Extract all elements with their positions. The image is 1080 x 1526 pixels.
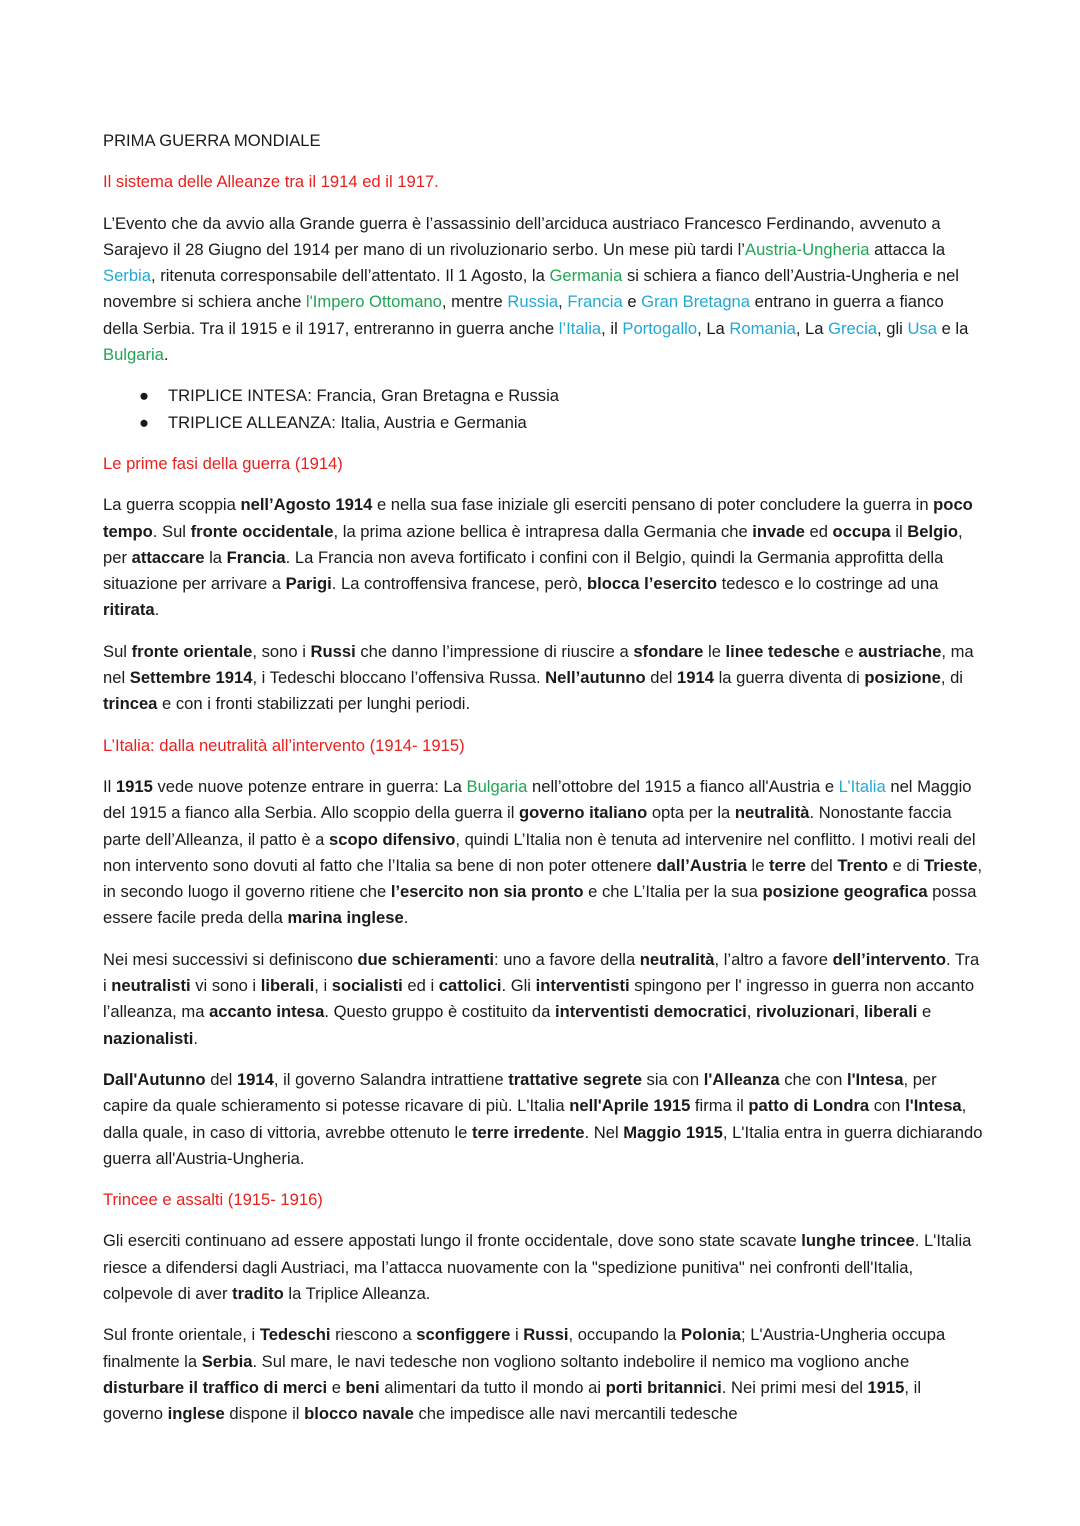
bold-term: posizione — [864, 668, 941, 688]
bold-term: marina inglese — [287, 908, 404, 928]
bold-term: interventisti — [535, 976, 630, 996]
bold-term: 1914 — [677, 668, 714, 688]
bold-term: terre irredente — [471, 1122, 585, 1142]
bold-term: porti britannici — [605, 1377, 722, 1397]
highlighted-term: l’Italia — [558, 318, 602, 338]
bold-term: interventisti democratici — [554, 1002, 747, 1022]
bold-term: Tedeschi — [259, 1325, 331, 1345]
bold-term: Belgio — [907, 521, 958, 541]
highlighted-term: Usa — [907, 318, 937, 338]
bold-term: governo italiano — [519, 803, 648, 823]
highlighted-term: Bulgaria — [466, 776, 528, 796]
body-paragraph: Il 1915 vede nuove potenze entrare in guerra: La Bulgaria nell’ottobre del 1915 a fianco all'Austria e L’Italia nel Maggio del 1915 a fianco alla Serbia. Allo scoppio della guerra il governo italiano opta per la neutralità. Nonostante faccia parte dell’Alleanza, il patto è a scopo difensivo, quindi L’Italia non è tenuta ad intervenire nel conflitto. I motivi reali del non intervento sono dovuti al fatto che l’Italia sa bene di non poter ottenere dall’Austria le terre del Trento e di Trieste, in secondo luogo il governo ritiene che l’esercito non sia pronto e che L’Italia per la sua posizione geografica possa essere facile preda della marina inglese. — [103, 776, 983, 928]
section-heading: Il sistema delle Alleanze tra il 1914 ed il 1917. — [103, 172, 439, 192]
bold-term: dall’Austria — [656, 855, 747, 875]
bold-term: l’esercito non sia pronto — [390, 882, 584, 902]
bold-term: ritirata — [103, 600, 155, 620]
bold-term: 1914 — [236, 1069, 274, 1089]
bold-term: liberali — [863, 1002, 918, 1022]
bold-term: rivoluzionari — [756, 1002, 855, 1022]
bullet-item — [139, 410, 983, 436]
bold-term: patto di Londra — [748, 1096, 870, 1116]
bold-term: blocca l’esercito — [586, 574, 717, 594]
bold-term: Trieste — [924, 855, 978, 875]
bold-term: Russi — [523, 1325, 569, 1345]
document-body — [103, 169, 983, 1427]
bold-term: lunghe trincee — [801, 1231, 915, 1251]
bold-term: posizione geografica — [762, 882, 928, 902]
bold-term: neutralità — [734, 803, 810, 823]
highlighted-term: Francia — [567, 292, 623, 312]
bold-term: invade — [752, 521, 805, 541]
bold-term: attaccare — [131, 547, 205, 567]
bold-term: disturbare il traffico di merci — [103, 1377, 328, 1397]
highlighted-term: Bulgaria — [103, 345, 164, 365]
body-paragraph: Nei mesi successivi si definiscono due schieramenti: uno a favore della neutralità, l’altro a favore dell’intervento. Tra i neutralisti vi sono i liberali, i socialisti ed i cattolici. Gli interventisti spingono per l' ingresso in guerra non accanto l’alleanza, ma accanto intesa. Questo gruppo è costituito da interventisti democratici, rivoluzionari, liberali e nazionalisti. — [103, 949, 980, 1048]
body-paragraph: Sul fronte orientale, i Tedeschi riescono a sconfiggere i Russi, occupando la Polonia; L'Austria-Ungheria occupa finalmente la Serbia. Sul mare, le navi tedesche non vogliono soltanto indebolire il nemico ma vogliono anche disturbare il traffico di merci e beni alimentari da tutto il mondo ai porti britannici. Nei primi mesi del 1915, il governo inglese dispone il blocco navale che impedisce alle navi mercantili tedesche — [103, 1325, 946, 1424]
section-heading: Trincee e assalti (1915- 1916) — [103, 1190, 323, 1210]
highlighted-term: Gran Bretagna — [641, 292, 751, 312]
bold-term: trattative segrete — [508, 1069, 642, 1089]
bold-term: fronte occidentale — [190, 521, 334, 541]
highlighted-term: Portogallo — [622, 318, 698, 338]
bold-term: liberali — [260, 976, 315, 996]
bold-term: occupa — [832, 521, 891, 541]
bold-term: due schieramenti — [357, 949, 495, 969]
bold-term: accanto intesa — [209, 1002, 325, 1022]
highlighted-term: L’Italia — [838, 776, 886, 796]
highlighted-term: l'Impero Ottomano — [305, 292, 442, 312]
bold-term: scopo difensivo — [329, 829, 456, 849]
highlighted-term: Grecia — [828, 318, 877, 338]
bold-term: sfondare — [633, 641, 704, 661]
bullet-icon: ● — [139, 412, 150, 432]
bold-term: fronte orientale — [131, 641, 253, 661]
bold-term: Polonia — [681, 1325, 741, 1345]
bullet-item — [139, 383, 983, 409]
bold-term: linee tedesche — [725, 641, 840, 661]
bold-term: neutralisti — [111, 976, 191, 996]
bold-term: Settembre 1914 — [129, 668, 253, 688]
bold-term: 1915 — [867, 1377, 905, 1397]
bullet-icon: ● — [139, 386, 150, 406]
highlighted-term: Romania — [729, 318, 796, 338]
bold-term: 1915 — [115, 776, 153, 796]
bold-term: beni — [345, 1377, 380, 1397]
highlighted-term: Russia — [507, 292, 559, 312]
bold-term: blocco navale — [304, 1404, 414, 1424]
bullet-text: TRIPLICE ALLEANZA: Italia, Austria e Germania — [168, 412, 527, 432]
bold-term: l'Alleanza — [703, 1069, 780, 1089]
bold-term: nazionalisti — [103, 1028, 194, 1048]
document-page — [103, 128, 983, 1442]
body-paragraph: Sul fronte orientale, sono i Russi che danno l’impressione di riuscire a sfondare le linee tedesche e austriache, ma nel Settembre 1914, i Tedeschi bloccano l’offensiva Russa. Nell’autunno del 1914 la guerra diventa di posizione, di trincea e con i fronti stabilizzati per lunghi periodi. — [103, 641, 974, 714]
section-heading: L’Italia: dalla neutralità all’intervento (1914- 1915) — [103, 735, 465, 755]
bold-term: Francia — [226, 547, 286, 567]
highlighted-term: Austria-Ungheria — [745, 239, 870, 259]
bold-term: inglese — [167, 1404, 225, 1424]
bold-term: neutralità — [639, 949, 715, 969]
bold-term: tradito — [232, 1283, 284, 1303]
bold-term: trincea — [103, 694, 158, 714]
highlighted-term: Serbia — [103, 266, 151, 286]
bold-term: nell’Agosto 1914 — [240, 495, 373, 515]
bold-term: Dall'Autunno — [103, 1069, 206, 1089]
highlighted-term: Germania — [549, 266, 623, 286]
bullet-text: TRIPLICE INTESA: Francia, Gran Bretagna e Russia — [168, 386, 560, 406]
bold-term: Trento — [837, 855, 889, 875]
bold-term: cattolici — [438, 976, 502, 996]
bold-term: Russi — [310, 641, 356, 661]
body-paragraph: Dall'Autunno del 1914, il governo Salandra intrattiene trattative segrete sia con l'Alleanza che con l'Intesa, per capire da quale schieramento si potesse ricavare di più. L'Italia nell'Aprile 1915 firma il patto di Londra con l'Intesa, dalla quale, in caso di vittoria, avrebbe ottenuto le terre irredente. Nel Maggio 1915, L'Italia entra in guerra dichiarando guerra all'Austria-Ungheria. — [103, 1069, 983, 1168]
bold-term: Maggio 1915 — [623, 1122, 723, 1142]
body-paragraph: Gli eserciti continuano ad essere appostati lungo il fronte occidentale, dove sono state scavate lunghe trincee. L'Italia riesce a difendersi dagli Austriaci, ma l’attacca nuovamente con la "spedizione punitiva" nei confronti dell'Italia, colpevole di aver tradito la Triplice Alleanza. — [103, 1231, 972, 1303]
bold-term: l'Intesa — [846, 1069, 904, 1089]
bold-term: poco tempo — [103, 495, 973, 541]
bold-term: nell'Aprile 1915 — [569, 1096, 691, 1116]
body-paragraph: La guerra scoppia nell’Agosto 1914 e nella sua fase iniziale gli eserciti pensano di poter concludere la guerra in poco tempo. Sul fronte occidentale, la prima azione bellica è intrapresa dalla Germania che invade ed occupa il Belgio, per attaccare la Francia. La Francia non aveva fortificato i confini con il Belgio, quindi la Germania approfitta della situazione per arrivare a Parigi. La controffensiva francese, però, blocca l’esercito tedesco e lo costringe ad una ritirata. — [103, 495, 973, 620]
bold-term: socialisti — [331, 976, 403, 996]
bold-term: Parigi — [285, 574, 332, 594]
body-paragraph: L’Evento che da avvio alla Grande guerra è l’assassinio dell’arciduca austriaco Francesco Ferdinando, avvenuto a Sarajevo il 28 Giugno del 1914 per mano di un rivoluzionario serbo. Un mese più tardi l’Austria-Ungheria attacca la Serbia, ritenuta corresponsabile dell’attentato. Il 1 Agosto, la Germania si schiera a fianco dell’Austria-Ungheria e nel novembre si schiera anche l'Impero Ottomano, mentre Russia, Francia e Gran Bretagna entrano in guerra a fianco della Serbia. Tra il 1915 e il 1917, entreranno in guerra anche l’Italia, il Portogallo, La Romania, La Grecia, gli Usa e la Bulgaria. — [103, 213, 969, 365]
bold-term: sconfiggere — [416, 1325, 511, 1345]
bold-term: dell’intervento — [832, 949, 946, 969]
bold-term: terre — [769, 855, 806, 875]
bold-term: Nell’autunno — [545, 668, 646, 688]
bold-term: Serbia — [201, 1351, 253, 1371]
bold-term: l'Intesa — [905, 1096, 962, 1116]
document-title: PRIMA GUERRA MONDIALE — [103, 131, 321, 150]
bold-term: austriache — [858, 641, 942, 661]
bullet-list — [103, 383, 983, 436]
section-heading: Le prime fasi della guerra (1914) — [103, 453, 343, 473]
